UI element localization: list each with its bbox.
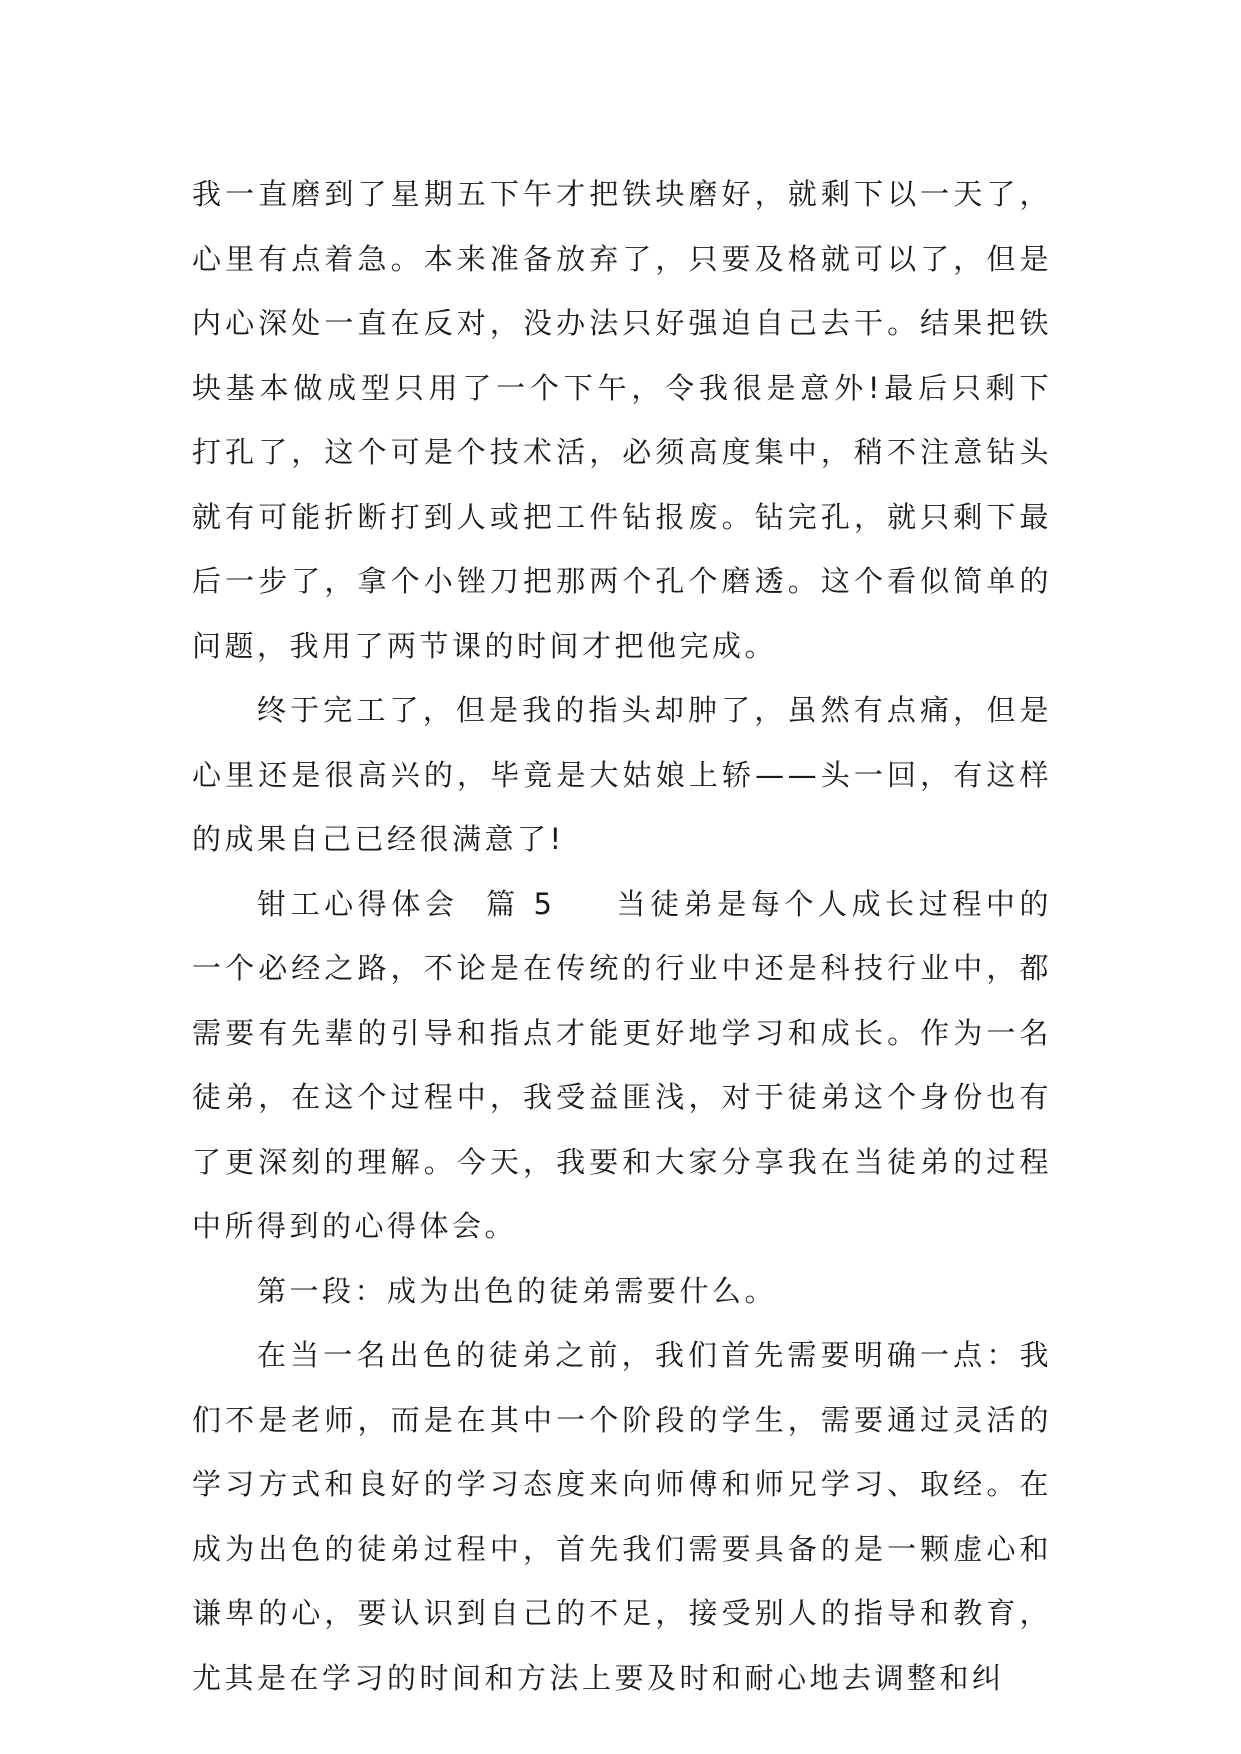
paragraph-grinding-and-drilling: 我一直磨到了星期五下午才把铁块磨好，就剩下以一天了，心里有点着急。本来准备放弃了，只要及格就可以了，但是内心深处一直在反对，没办法只好强迫自己去干。结果把铁块基本做成型只用了一个下午，令我很是意外!最后只剩下打孔了，这个可是个技术活，必须高度集中，稍不注意钻头就有可能折断打到人或把工件钻报废。钻完孔，就只剩下最后一步了，拿个小锉刀把那两个孔个磨透。这个看似简单的问题，我用了两节课的时间才把他完成。 (192, 177, 1052, 663)
section-intro-text: 当徒弟是每个人成长过程中的一个必经之路，不论是在传统的行业中还是科技行业中，都需要有先辈的引导和指点才能更好地学习和成长。作为一名徒弟，在这个过程中，我受益匪浅，对于徒弟这个身份也有了更深刻的理解。今天，我要和大家分享我在当徒弟的过程中所得到的心得体会。 (192, 886, 1053, 1243)
paragraph-completion: 终于完工了，但是我的指头却肿了，虽然有点痛，但是心里还是很高兴的，毕竟是大姑娘上轿——头一回，有这样的成果自己已经很满意了! (192, 693, 1052, 856)
section-number: 篇 5 (486, 886, 556, 921)
document-body (192, 162, 1052, 1710)
paragraph-section-5 (192, 872, 1052, 1259)
section-title: 钳工心得体会 (257, 886, 459, 921)
paragraph-part-one-body: 在当一名出色的徒弟之前，我们首先需要明确一点：我们不是老师，而是在其中一个阶段的学生，需要通过灵活的学习方式和良好的学习态度来向师傅和师兄学习、取经。在成为出色的徒弟过程中，首先我们需要具备的是一颗虚心和谦卑的心，要认识到自己的不足，接受别人的指导和教育，尤其是在学习的时间和方法上要及时和耐心地去调整和纠 (192, 1338, 1052, 1695)
paragraph-heading-part-one: 第一段：成为出色的徒弟需要什么。 (257, 1273, 778, 1308)
